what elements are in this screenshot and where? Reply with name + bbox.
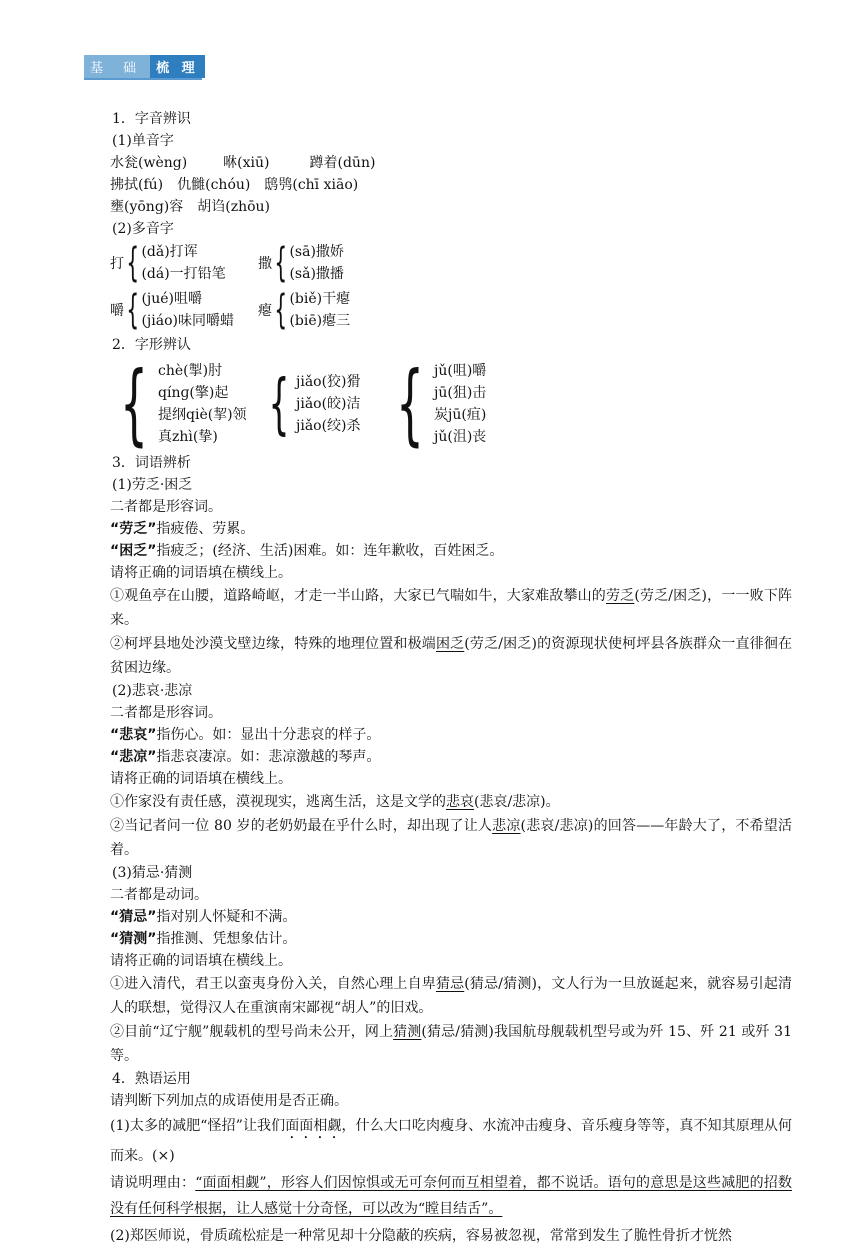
glyph-groups <box>110 352 782 455</box>
s4-q2: (2)郑医师说，骨质疏松症是一种常见却十分隐蔽的疾病，容易被忽视，常常到发生了脆性骨折才恍然 <box>110 1228 732 1244</box>
s4-q1: (1)太多的减肥“怪招”让我们面面相觑，什么大口吃肉瘦身、水流冲击瘦身、音乐瘦身等等，真不知其原理从何而来。(×) <box>110 1118 792 1164</box>
section-badge <box>84 55 205 77</box>
s3-title: 3．词语辨析 <box>112 455 191 471</box>
s3-part-c: (3)猜忌·猜测 二者都是动词。 “猜忌”指对别人怀疑和不满。 “猜测”指推测、凭想象估计。 请将正确的词语填在横线上。 ①进入清代，君王以蛮夷身份入关，自然心理上自卑猜忌(猜忌/猜测)，文人行为一旦放诞起来，就容易引起清人的联想，觉得汉人在重演南宋鄙视“胡人”的旧戏。 ②目前“辽宁舰”舰载机的型号尚未公开，网上猜测(猜忌/猜测)我国航母舰载机型号或为歼 15、歼 21 或歼 31 等。 <box>110 865 793 1064</box>
s1-line2: 拂拭(fú) 仇雠(chóu) 鸱鸮(chī xiāo) <box>110 177 359 193</box>
badge-left: 基 础 <box>84 55 150 78</box>
polyphone-da: 打 { (dǎ)打诨 (dá)一打铅笔 <box>110 240 226 286</box>
document-body <box>110 108 793 1250</box>
glyph-group-3: { jǔ(咀)嚼 jū(狙)击 炭jū(疽) jǔ(沮)丧 <box>396 352 487 455</box>
s4-ask: 请判断下列加点的成语使用是否正确。 <box>110 1093 348 1109</box>
badge-underline <box>84 78 202 80</box>
s3-part-b: (2)悲哀·悲凉 二者都是形容词。 “悲哀”指伤心。如：显出十分悲哀的样子。 “悲凉”指悲哀凄凉。如：悲凉激越的琴声。 请将正确的词语填在横线上。 ①作家没有责任感，漠视现实，逃离生活，这是文学的悲哀(悲哀/悲凉)。 ②当记者问一位 80 岁的老奶奶最在乎什么时，却出现了让人悲凉(悲哀/悲凉)的回答——年龄大了，不希望活着。 <box>110 683 793 858</box>
s1-line1: 水瓮(wèng) 咻(xiū) 蹲着(dūn) <box>110 155 376 171</box>
s3-part-a: (1)劳乏·困乏 二者都是形容词。 “劳乏”指疲倦、劳累。 “困乏”指疲乏；(经济、生活)困难。如：连年歉收，百姓困乏。 请将正确的词语填在横线上。 ①观鱼亭在山腰，道路崎岖，才走一半山路，大家已气喘如牛，大家难敌攀山的劳乏(劳乏/困乏)，一一败下阵来。 ②柯坪县地处沙漠戈壁边缘，特殊的地理位置和极端困乏(劳乏/困乏)的资源现状使柯坪县各族群众一直徘徊在贫困边缘。 <box>110 477 793 676</box>
s4-reason: 请说明理由：“面面相觑”，形容人们因惊惧或无可奈何而互相望着，都不说话。语句的意思是这些减肥的招数没有任何科学根据，让人感觉十分奇怪，可以改为“瞠目结舌”。 <box>110 1175 793 1217</box>
polyphone-sa: 撒 { (sā)撒娇 (sǎ)撒播 <box>258 240 344 286</box>
glyph-group-2: { jiǎo(狡)猾 jiǎo(皎)洁 jiǎo(绞)杀 <box>268 365 361 442</box>
s1-line3: 壅(yōng)容 胡诌(zhōu) <box>110 199 271 215</box>
polyphone-row-2 <box>110 286 782 334</box>
polyphone-bie: 瘪 { (biě)干瘪 (biē)瘪三 <box>258 287 351 333</box>
polyphone-row-1 <box>110 240 782 286</box>
glyph-group-1: { chè(掣)肘 qínɡ(擎)起 提纲qiè(挈)领 真zhì(挚) <box>120 352 247 455</box>
s1-title: 1．字音辨识 <box>112 111 191 127</box>
s1-sub1: (1)单音字 <box>112 133 174 149</box>
badge-right: 梳 理 <box>150 55 205 78</box>
dotted-idiom: 面面相觑 <box>285 1118 342 1134</box>
polyphone-jue: 嚼 { (jué)咀嚼 (jiáo)味同嚼蜡 <box>110 287 234 333</box>
s4-title: 4．熟语运用 <box>112 1071 191 1087</box>
s1-sub2: (2)多音字 <box>112 221 174 237</box>
s2-title: 2．字形辨认 <box>112 337 191 353</box>
